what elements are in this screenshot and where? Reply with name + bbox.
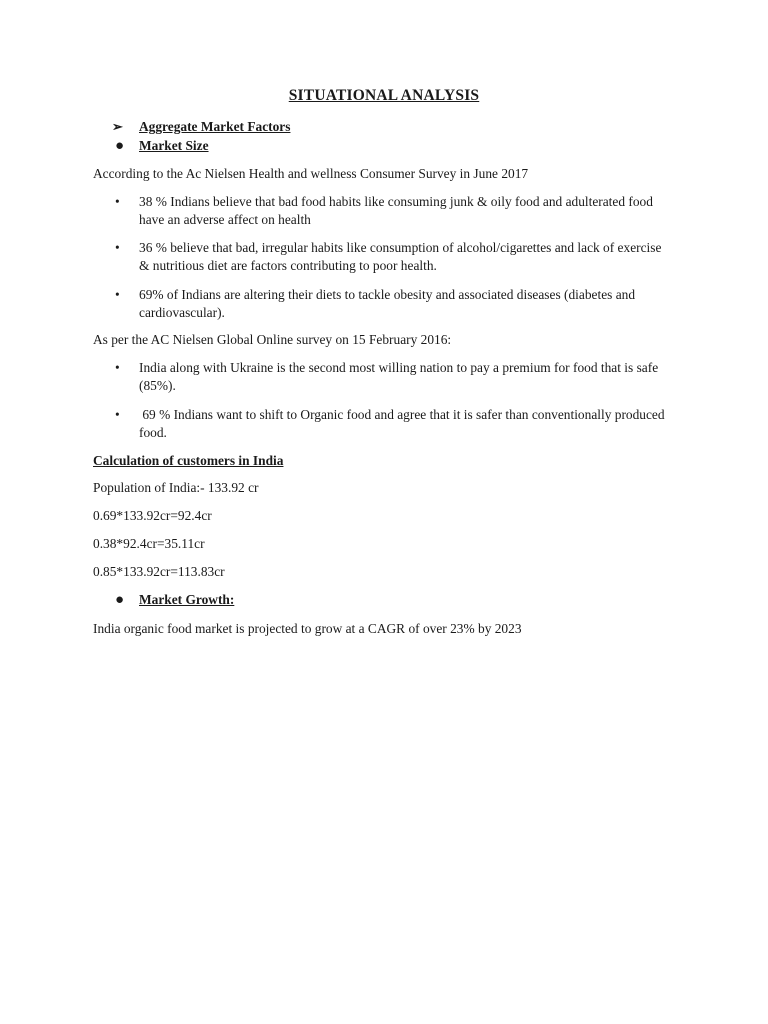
survey-2016-intro: As per the AC Nielsen Global Online survey on 15 February 2016: (93, 332, 452, 347)
bullet-icon: • (115, 194, 120, 209)
calculation-line: 0.85*133.92cr=113.83cr (93, 564, 225, 579)
dot-bullet-icon: ● (115, 592, 125, 608)
dot-bullet-icon: ● (115, 138, 125, 154)
heading-market-growth (112, 591, 234, 609)
list-item-text: 69% of Indians are altering their diets to tackle obesity and associated diseases (diabetes and cardiovascular). (139, 287, 636, 320)
heading-aggregate-text: Aggregate Market Factors (139, 119, 291, 134)
list-item-text: 36 % believe that bad, irregular habits like consumption of alcohol/cigarettes and lack of exercise & nutritious diet are factors contributing to poor health. (139, 240, 662, 273)
list-item-text: 69 % Indians want to shift to Organic food and agree that it is safer than conventionally produced food. (139, 407, 668, 440)
heading-market-growth-text: Market Growth: (139, 592, 235, 607)
heading-market-size (112, 137, 209, 155)
growth-text: India organic food market is projected to grow at a CAGR of over 23% by 2023 (93, 621, 522, 636)
list-item (115, 286, 675, 322)
calculation-heading: Calculation of customers in India (93, 453, 284, 468)
bullet-icon: • (115, 240, 120, 255)
bullet-icon: • (115, 287, 120, 302)
calculation-line: 0.69*133.92cr=92.4cr (93, 508, 212, 523)
list-item-text: 38 % Indians believe that bad food habits like consuming junk & oily food and adulterated food have an adverse affect on health (139, 194, 653, 227)
bullet-icon: • (115, 407, 120, 422)
arrow-bullet-icon: ➢ (112, 119, 123, 134)
list-item (115, 193, 675, 229)
list-item (115, 359, 675, 395)
bullet-icon: • (115, 360, 120, 375)
list-item (115, 239, 675, 275)
population-line: Population of India:- 133.92 cr (93, 480, 259, 495)
heading-market-size-text: Market Size (139, 138, 209, 153)
list-item-text: India along with Ukraine is the second most willing nation to pay a premium for food that is safe (85%). (139, 360, 659, 393)
survey-2017-intro: According to the Ac Nielsen Health and wellness Consumer Survey in June 2017 (93, 166, 529, 181)
page-title: SITUATIONAL ANALYSIS (288, 87, 480, 104)
calculation-line: 0.38*92.4cr=35.11cr (93, 536, 205, 551)
list-item (115, 406, 675, 442)
heading-aggregate-market-factors (112, 118, 290, 136)
